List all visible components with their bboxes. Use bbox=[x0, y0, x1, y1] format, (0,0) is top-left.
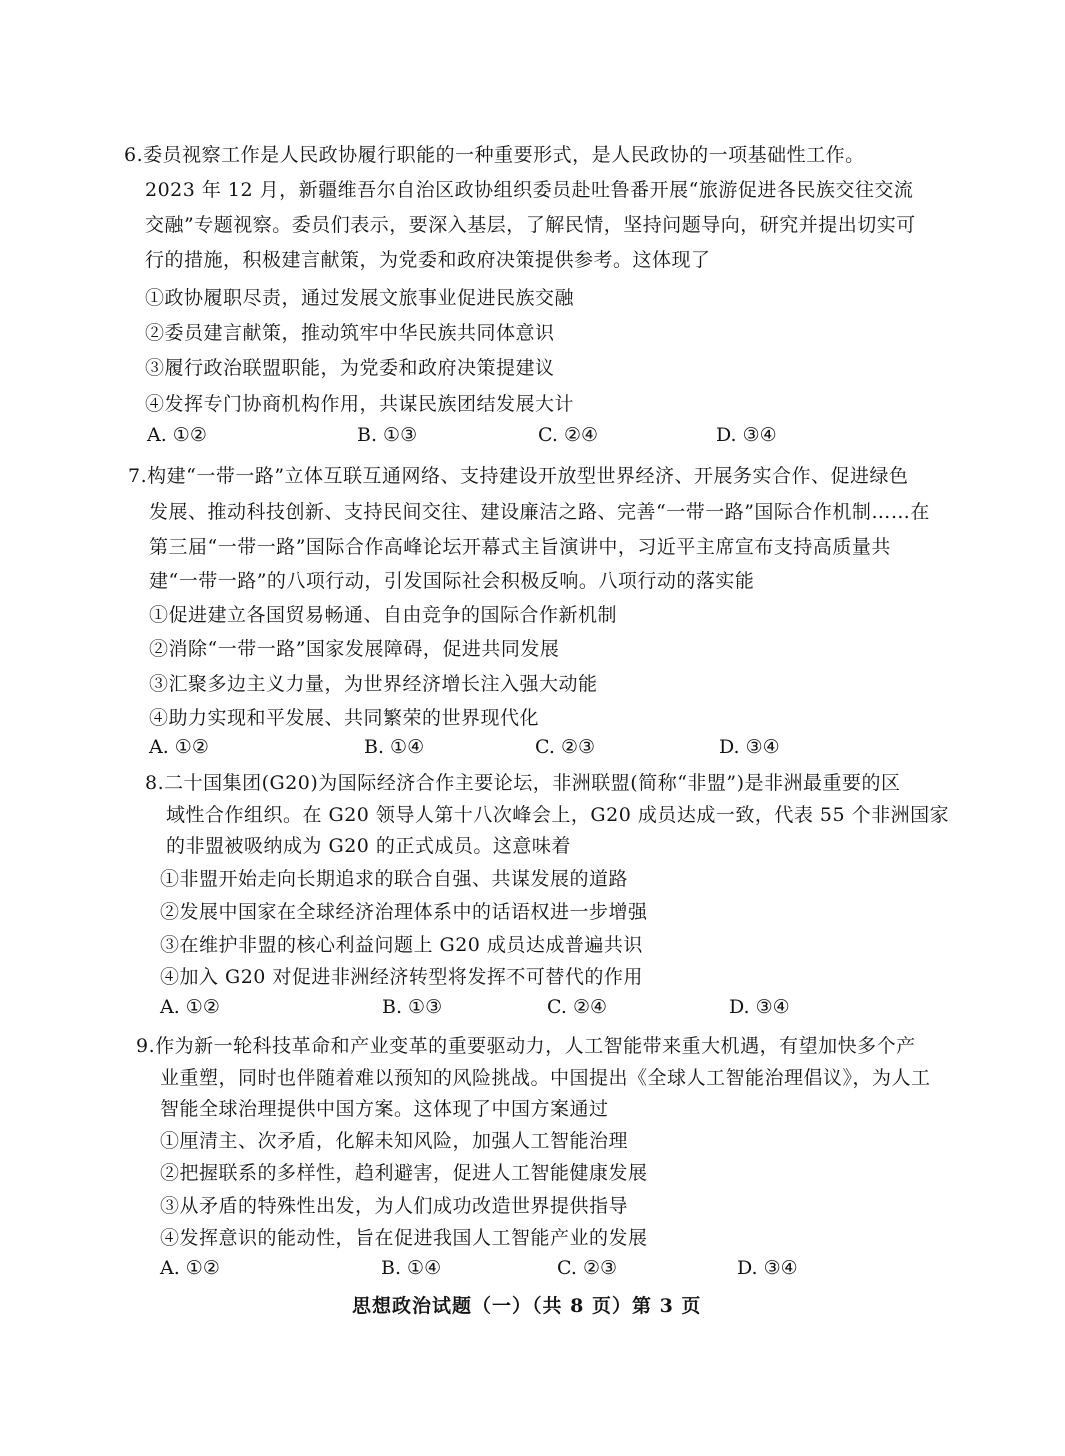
question-6-option-a: A. ①② bbox=[147, 424, 207, 446]
question-7-option-a: A. ①② bbox=[149, 736, 209, 758]
question-7-stem-line-4: 建“一带一路”的八项行动，引发国际社会积极反响。八项行动的落实能 bbox=[149, 570, 755, 592]
question-7-stem-line-3: 第三届“一带一路”国际合作高峰论坛开幕式主旨演讲中，习近平主席宣布支持高质量共 bbox=[149, 536, 891, 558]
question-9-option-a: A. ①② bbox=[160, 1257, 220, 1279]
question-7-statement-2: ②消除“一带一路”国家发展障碍，促进共同发展 bbox=[149, 638, 560, 660]
page-footer: 思想政治试题（一）（共 8 页）第 3 页 bbox=[352, 1295, 702, 1317]
question-6-statement-4: ④发挥专门协商机构作用，共谋民族团结发展大计 bbox=[145, 393, 575, 415]
question-6-stem-line-4: 行的措施，积极建言献策，为党委和政府决策提供参考。这体现了 bbox=[145, 249, 711, 271]
question-7-option-d: D. ③④ bbox=[719, 736, 780, 758]
question-7-statement-3: ③汇聚多边主义力量，为世界经济增长注入强大动能 bbox=[149, 673, 598, 695]
question-8-stem-line-3: 的非盟被吸纳成为 G20 的正式成员。这意味着 bbox=[166, 835, 571, 857]
question-8-option-b: B. ①③ bbox=[382, 996, 443, 1018]
question-8-option-d: D. ③④ bbox=[729, 996, 790, 1018]
question-8-option-c: C. ②④ bbox=[547, 996, 608, 1018]
question-6-statement-2: ②委员建言献策，推动筑牢中华民族共同体意识 bbox=[145, 322, 555, 344]
question-6-option-c: C. ②④ bbox=[538, 424, 599, 446]
question-6-statement-1: ①政协履职尽责，通过发展文旅事业促进民族交融 bbox=[145, 287, 575, 309]
question-9-stem-line-3: 智能全球治理提供中国方案。这体现了中国方案通过 bbox=[160, 1098, 609, 1120]
question-7-statement-1: ①促进建立各国贸易畅通、自由竞争的国际合作新机制 bbox=[149, 604, 618, 626]
question-7-stem-line-1: 7.构建“一带一路”立体互联互通网络、支持建设开放型世界经济、开展务实合作、促进绿色 bbox=[128, 465, 909, 487]
question-9-statement-2: ②把握联系的多样性，趋利避害，促进人工智能健康发展 bbox=[160, 1162, 648, 1184]
question-9-statement-3: ③从矛盾的特殊性出发，为人们成功改造世界提供指导 bbox=[160, 1195, 629, 1217]
question-9-statement-1: ①厘清主、次矛盾，化解未知风险，加强人工智能治理 bbox=[160, 1130, 629, 1152]
question-8-statement-3: ③在维护非盟的核心利益问题上 G20 成员达成普遍共识 bbox=[160, 934, 643, 956]
question-8-stem-line-1: 8.二十国集团(G20)为国际经济合作主要论坛，非洲联盟(简称“非盟”)是非洲最重要的区 bbox=[145, 772, 901, 794]
question-7-option-c: C. ②③ bbox=[535, 736, 596, 758]
question-7-option-b: B. ①④ bbox=[364, 736, 425, 758]
question-9-option-b: B. ①④ bbox=[381, 1257, 442, 1279]
question-8-statement-1: ①非盟开始走向长期追求的联合自强、共谋发展的道路 bbox=[160, 868, 629, 890]
question-6-stem-line-1: 6.委员视察工作是人民政协履行职能的一种重要形式，是人民政协的一项基础性工作。 bbox=[124, 144, 865, 166]
question-6-statement-3: ③履行政治联盟职能，为党委和政府决策提建议 bbox=[145, 357, 555, 379]
question-8-statement-2: ②发展中国家在全球经济治理体系中的话语权进一步增强 bbox=[160, 901, 648, 923]
question-6-option-b: B. ①③ bbox=[357, 424, 418, 446]
question-9-statement-4: ④发挥意识的能动性，旨在促进我国人工智能产业的发展 bbox=[160, 1227, 648, 1249]
question-6-stem-line-3: 交融”专题视察。委员们表示，要深入基层，了解民情，坚持问题导向，研究并提出切实可 bbox=[145, 214, 916, 236]
question-6-stem-line-2: 2023 年 12 月，新疆维吾尔自治区政协组织委员赴吐鲁番开展“旅游促进各民族交往交流 bbox=[145, 179, 914, 201]
question-7-statement-4: ④助力实现和平发展、共同繁荣的世界现代化 bbox=[149, 707, 540, 729]
question-9-option-d: D. ③④ bbox=[737, 1257, 798, 1279]
question-7-stem-line-2: 发展、推动科技创新、支持民间交往、建设廉洁之路、完善“一带一路”国际合作机制……在 bbox=[149, 501, 930, 523]
question-6-option-d: D. ③④ bbox=[716, 424, 777, 446]
question-8-stem-line-2: 域性合作组织。在 G20 领导人第十八次峰会上，G20 成员达成一致，代表 55 个非洲国家 bbox=[166, 804, 950, 826]
question-8-statement-4: ④加入 G20 对促进非洲经济转型将发挥不可替代的作用 bbox=[160, 966, 643, 988]
question-9-stem-line-1: 9.作为新一轮科技革命和产业变革的重要驱动力，人工智能带来重大机遇，有望加快多个产 bbox=[136, 1035, 916, 1057]
question-8-option-a: A. ①② bbox=[160, 996, 220, 1018]
question-9-option-c: C. ②③ bbox=[557, 1257, 618, 1279]
question-9-stem-line-2: 业重塑，同时也伴随着难以预知的风险挑战。中国提出《全球人工智能治理倡议》，为人工 bbox=[160, 1067, 931, 1089]
